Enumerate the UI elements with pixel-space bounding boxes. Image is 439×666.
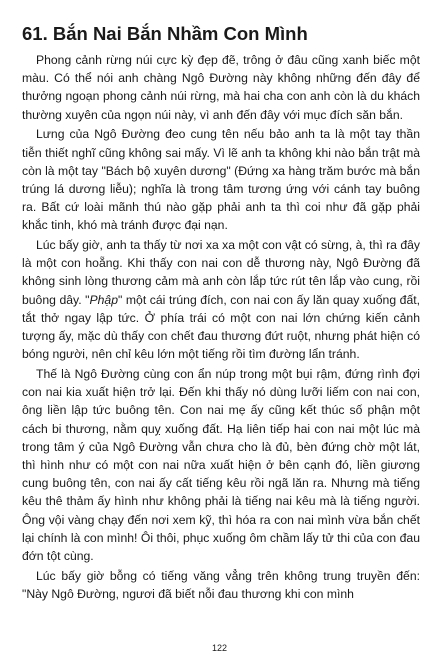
sound-word: Phập <box>89 292 118 307</box>
paragraph-scenery: Phong cảnh rừng núi cực kỳ đẹp đẽ, trông ở đâu cũng xanh biếc một màu. Có thể nói anh chàng Ngô Đường này không những đến đây để thưởng ngoạn phong cảnh núi rừng, mà hai cha con anh còn là du khách thường xuyên của ngọn núi này, vì anh đến đây với mục đích săn bắn. <box>22 53 420 122</box>
paragraph-text: Lúc bấy giờ, anh ta thấy từ nơi xa xa một con vật có sừng, à, thì ra đây là một con hoẵng. Khi thấy con nai con dễ thương này, Ngô Đường đã không sinh lòng thương cảm mà anh còn lắp tức rút tên lắp vào cung, rồi buông dây. " <box>22 238 420 307</box>
paragraph-voice: Lúc bấy giờ bỗng có tiếng văng vẳng trên không trung truyền đến: "Này Ngô Đường, ngươi đã biết nỗi đau thương khi con mình <box>22 568 420 601</box>
paragraph-archer: Lưng của Ngô Đường đeo cung tên nếu bảo anh ta là một tay thần tiễn thiết nghĩ cũng không sai mấy. Vì lẽ anh ta không khi nào bắn trật mà còn là một tay "Bách bộ xuyên dương" (Đứng xa hàng trăm bước mà bắn trúng lá dương liễu); nghĩa là trong tâm tương ứng với cánh tay buông ra. Bất cứ loài mãnh thú nào gặp phải anh ta thì coi như đã gặp phải khắc tinh, khó mà tránh được đại nạn. <box>22 127 420 233</box>
paragraph-tragedy: Thế là Ngô Đường cùng con ẩn núp trong một bụi rậm, đứng rình đợi con nai kia xuất hiện trở lại. Đến khi thấy nó dùng lưỡi liếm con nai con, ông liền lập tức buông tên. Con nai mẹ ấy cũng kết thúc số phận một cách bi thương, nằm quỵ xuống đất. Hạ liên tiếp hai con nai một lúc mà trong tâm ý của Ngô Đường vẫn chưa cho là đủ, bèn đứng chờ một lát, thì hình như có một con nai nữa xuất hiện ở bên cạnh đó, liền giương cung buông tên, con nai ấy cất tiếng kêu rồi ngã lăn ra. Nhưng mà tiếng kêu thê thảm ấy hình như không phải là tiếng nai kêu mà là tiếng người. Ông vội vàng chạy đến nơi xem kỹ, thì hóa ra con nai mình vừa bắn chết lại chính là con mình! Ôi thôi, phục xuống ôm chầm lấy tử thi của con đau đớn tột cùng. <box>22 366 420 563</box>
book-page <box>22 22 420 603</box>
paragraph-text: " một cái trúng đích, con nai con ấy lăn quay xuống đất, tắt thở ngay lập tức. Ở phía trái có một con nai lớn chứng kiến cảnh tượng ấy, mặc dù thấy con chết đau thương đứt ruột, nhưng phát hiện có bóng người, nên chỉ kêu lớn một tiếng rồi tìm đường lẩn tránh. <box>22 292 421 362</box>
paragraph-deer-shot <box>22 236 420 363</box>
page-number: 122 <box>211 643 228 653</box>
chapter-title: 61. Bắn Nai Bắn Nhầm Con Mình <box>22 23 308 44</box>
